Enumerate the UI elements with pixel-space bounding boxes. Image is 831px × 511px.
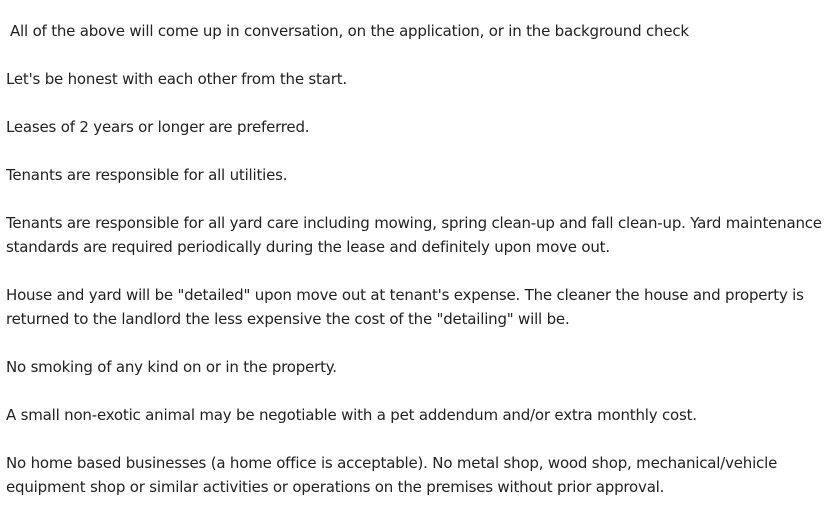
paragraph-utilities: Tenants are responsible for all utilities. — [6, 166, 288, 184]
paragraph-honesty: Let's be honest with each other from the start. — [6, 70, 347, 88]
paragraph-detailing: House and yard will be "detailed" upon move out at tenant's expense. The cleaner the house and property is returned to the landlord the less expensive the cost of the "detailing" will be. — [6, 286, 804, 328]
paragraph-no-smoking: No smoking of any kind on or in the property. — [6, 358, 337, 376]
paragraph-pets: A small non-exotic animal may be negotiable with a pet addendum and/or extra monthly cost. — [6, 406, 697, 424]
paragraph-home-business: No home based businesses (a home office is acceptable). No metal shop, wood shop, mechanical/vehicle equipment shop or similar activities or operations on the premises without prior approval. — [6, 454, 778, 496]
paragraph-lease-length: Leases of 2 years or longer are preferred. — [6, 118, 310, 136]
paragraph-background-check: All of the above will come up in conversation, on the application, or in the background check — [10, 22, 689, 40]
paragraph-yard-care: Tenants are responsible for all yard care including mowing, spring clean-up and fall clean-up. Yard maintenance standards are required periodically during the lease and definitely upon move out. — [6, 214, 822, 256]
